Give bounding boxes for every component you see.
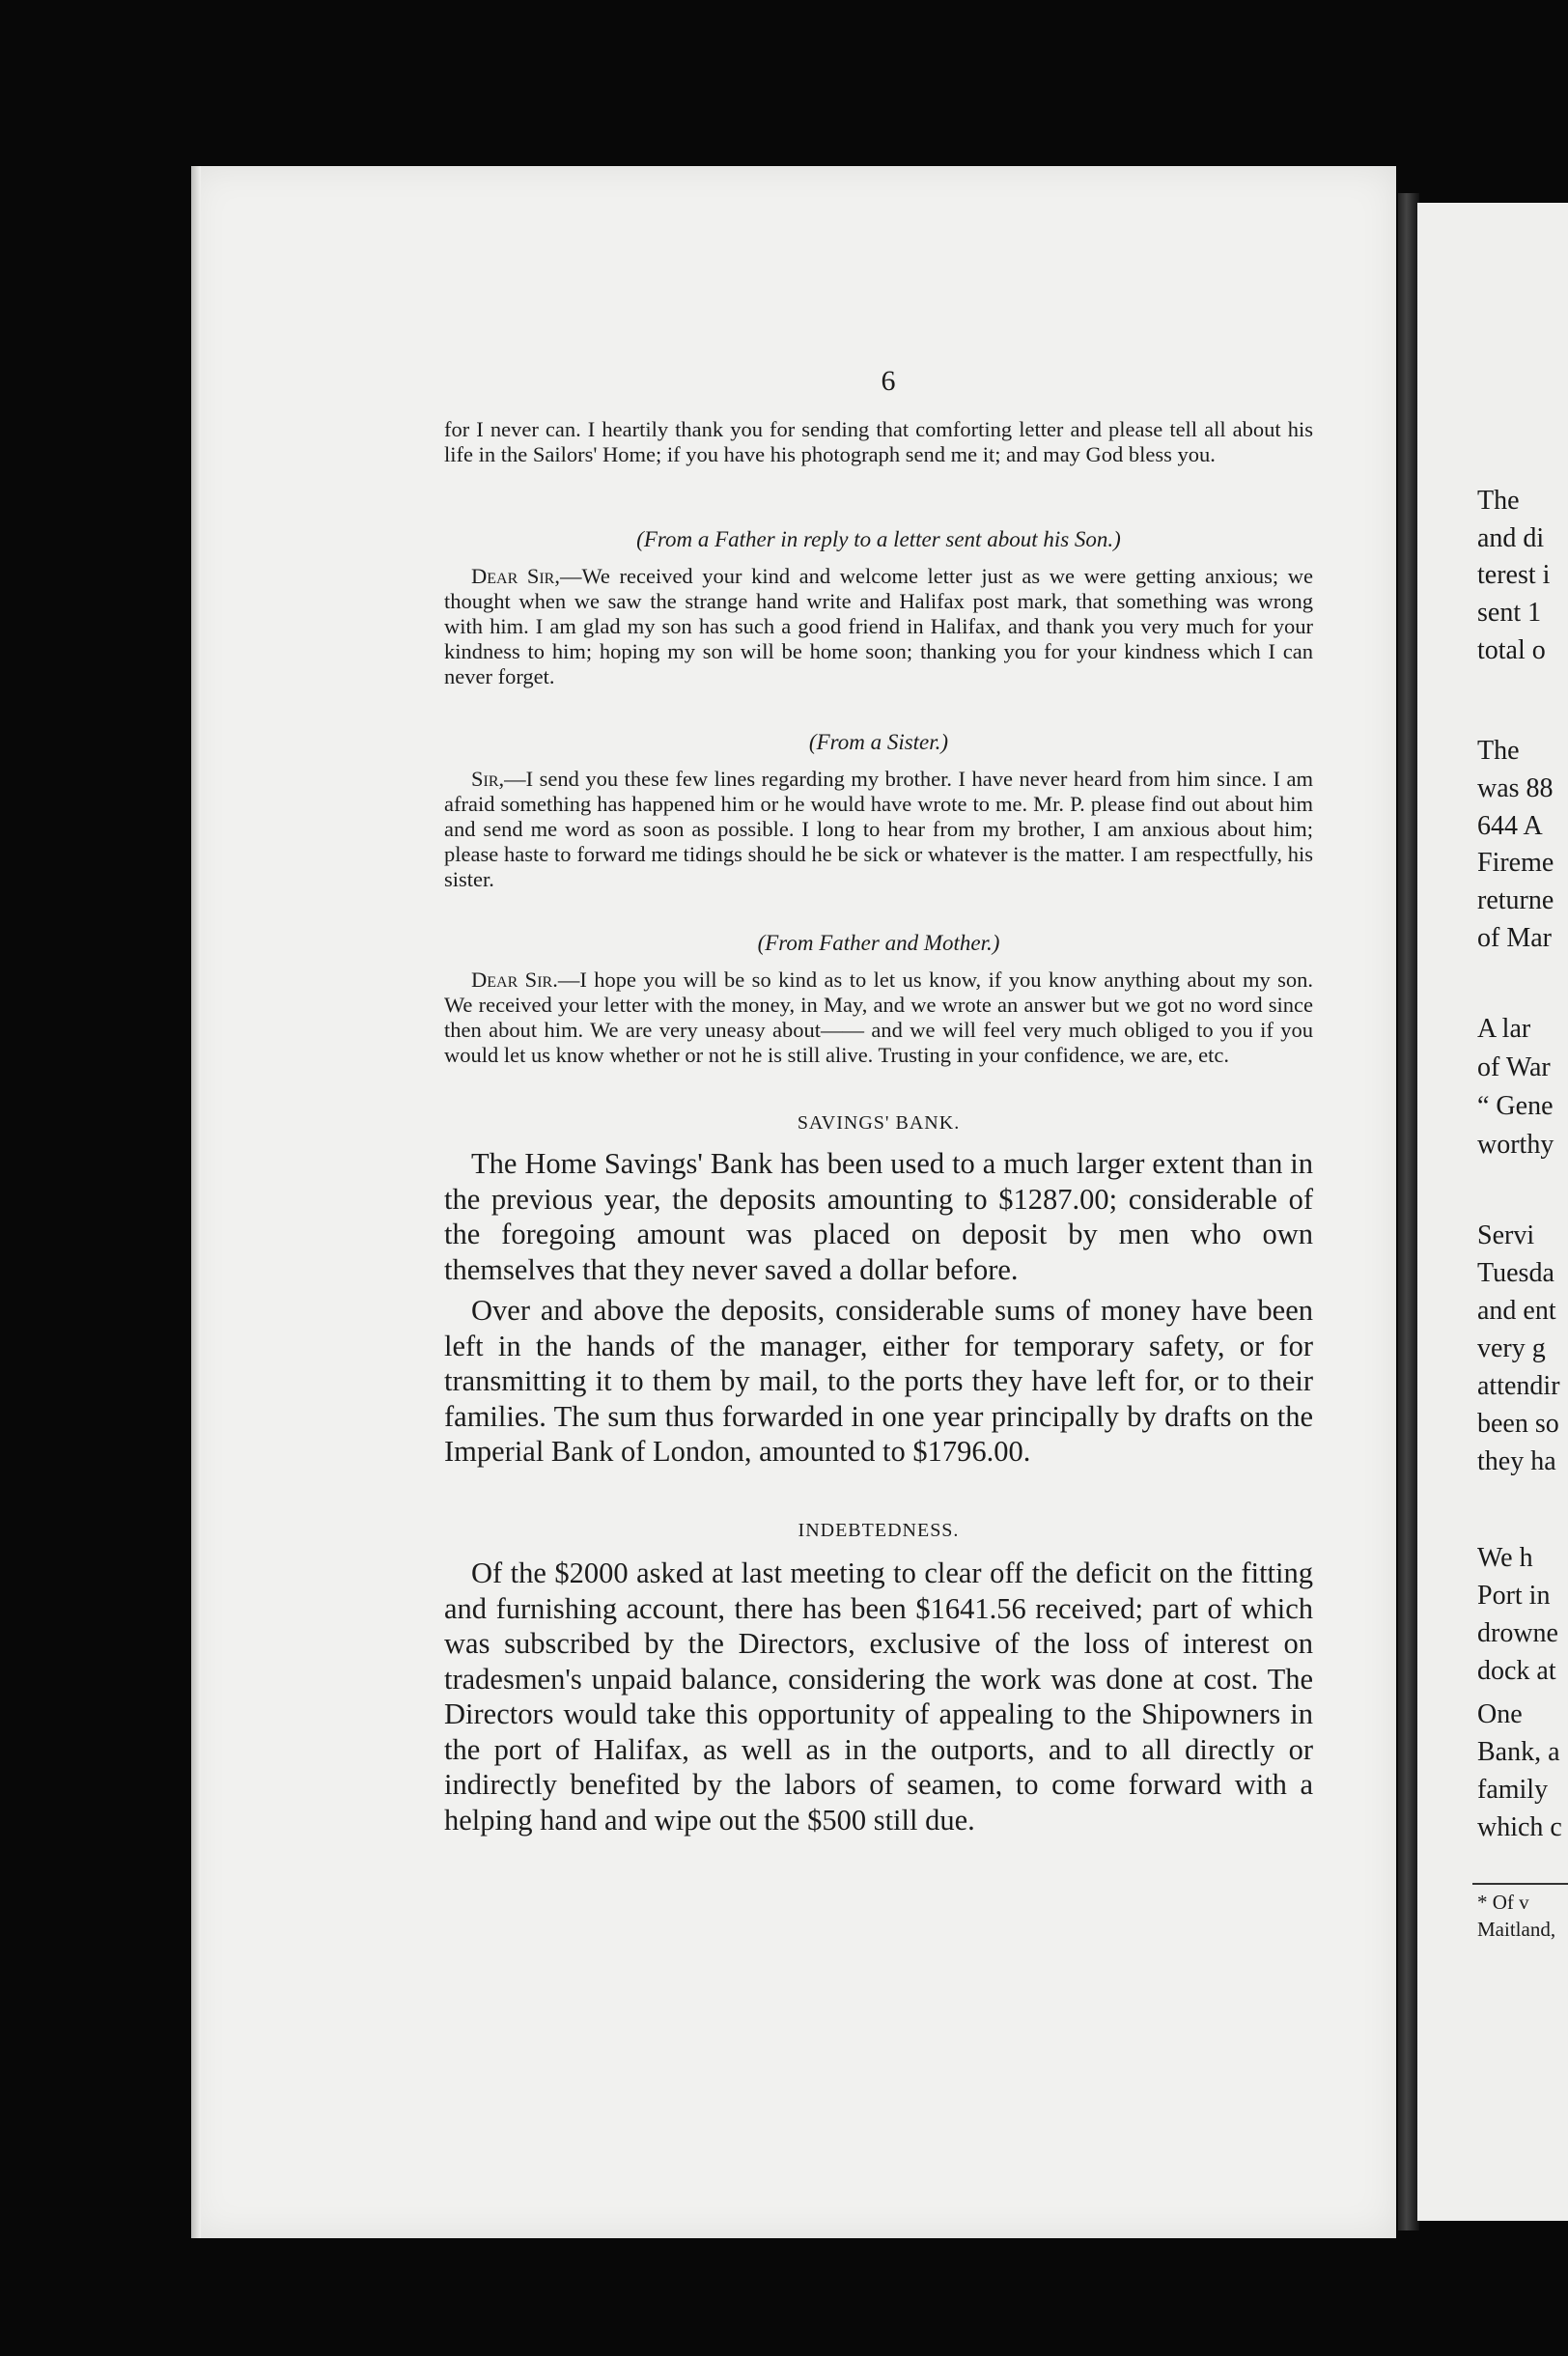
page-number: 6 [881, 365, 896, 397]
letter-text: —I hope you will be so kind as to let us know, if you know anything about my son. We received your letter with the money, in May, and we wrote an answer but we got no word since then about him. We are very uneasy about—— and we will feel very much obliged to you if you would let us know whether or not he is still alive. Trusting in your confidence, we are, etc. [444, 968, 1314, 1067]
facing-line: very g [1477, 1333, 1546, 1363]
facing-line: dock at [1477, 1656, 1556, 1686]
letter-sister [444, 730, 1313, 892]
letter-salutation: Dear Sir. [471, 968, 558, 992]
letter-parents [444, 931, 1313, 1068]
facing-line: was 88 [1477, 773, 1554, 803]
facing-line: returne [1477, 885, 1554, 915]
section-title: SAVINGS' BANK. [797, 1112, 961, 1134]
letter-salutation: Dear Sir, [471, 564, 560, 588]
facing-line: and di [1477, 523, 1545, 553]
facing-footnote: Maitland, [1477, 1918, 1556, 1941]
facing-line: been so [1477, 1409, 1559, 1439]
indebtedness-section [444, 1520, 1313, 1837]
letter-text: —I send you these few lines regarding my brother. I have never heard from him since. I am afraid something has happened him or he would have wrote to me. Mr. P. please find out about him and send me word as soon as possible. I long to hear from my brother, I am anxious about him; please haste to forward me tidings should he be sick or whatever is the matter. I am respectfully, his sister. [444, 767, 1313, 891]
facing-line: Port in [1477, 1581, 1551, 1611]
facing-line: of War [1477, 1052, 1551, 1082]
section-title: INDEBTEDNESS. [798, 1520, 960, 1541]
letter-heading: (From a Sister.) [808, 730, 949, 754]
book-fold [1398, 193, 1419, 2230]
letter-body [444, 968, 1313, 1068]
facing-line: they ha [1477, 1446, 1556, 1476]
letter-heading: (From a Father in reply to a letter sent about his Son.) [636, 527, 1121, 551]
facing-line: We h [1477, 1543, 1533, 1573]
facing-line: The [1477, 736, 1520, 766]
facing-line: sent 1 [1477, 598, 1542, 628]
letter-body [444, 564, 1313, 689]
facing-line: which c [1477, 1812, 1562, 1842]
section-paragraph: The Home Savings' Bank has been used to a much larger extent than in the previous year, the deposits amounting to $1287.00; considerable of the foregoing amount was placed on deposit by men who own themselves that they never saved a dollar before. [444, 1147, 1313, 1286]
facing-line: Bank, a [1477, 1737, 1560, 1767]
facing-line: family [1477, 1775, 1549, 1805]
savings-bank-section [444, 1112, 1313, 1470]
section-paragraph: Over and above the deposits, considerable sums of money have been left in the hands of the manager, either for temporary safety, or for transmitting it to them by mail, to the ports they have left for, or to their families. The sum thus forwarded in one year principally by drafts on the Imperial Bank of London, amounted to $1796.00. [444, 1294, 1313, 1468]
page-edge-shadow [191, 166, 201, 2238]
facing-line: Tuesda [1477, 1258, 1554, 1288]
letter-father [444, 527, 1313, 689]
letter-body [444, 767, 1313, 892]
letter-continuation: for I never can. I heartily thank you for sending that comforting letter and please tell all about his life in the Sailors' Home; if you have his photograph send me it; and may God bless you. [444, 417, 1313, 466]
facing-line: drowne [1477, 1618, 1558, 1648]
facing-line: attendir [1477, 1371, 1560, 1401]
facing-line: terest i [1477, 560, 1551, 590]
letter-salutation: Sir, [471, 767, 505, 791]
facing-line: of Mar [1477, 923, 1552, 953]
section-paragraph: Of the $2000 asked at last meeting to clear off the deficit on the fitting and furnishing account, there has been $1641.56 received; part of which was subscribed by the Directors, exclusive of the loss of interest on tradesmen's unpaid balance, considering the work was done at cost. The Directors would take this opportunity of appealing to the Shipowners in the port of Halifax, as well as in the outports, and to all directly or indirectly benefited by the labors of seamen, to come forward with a helping hand and wipe out the $500 still due. [444, 1557, 1313, 1837]
letter-heading: (From Father and Mother.) [757, 931, 1000, 955]
facing-line: 644 A [1477, 811, 1543, 841]
facing-line: “ Gene [1477, 1091, 1554, 1121]
facing-line: worthy [1477, 1130, 1554, 1160]
facing-footnote: * Of v [1477, 1891, 1529, 1914]
facing-line: One [1477, 1699, 1523, 1729]
facing-line: Fireme [1477, 848, 1554, 878]
facing-line: A lar [1477, 1014, 1531, 1044]
facing-line: Servi [1477, 1220, 1535, 1250]
footnote-rule [1472, 1883, 1568, 1885]
facing-line: and ent [1477, 1296, 1556, 1326]
continuation-text [444, 417, 1313, 467]
facing-line: The [1477, 486, 1520, 516]
facing-line: total o [1477, 635, 1546, 665]
letter-text: —We received your kind and welcome letter just as we were getting anxious; we thought when we saw the strange hand write and Halifax post mark, that something was wrong with him. I am glad my son has such a good friend in Halifax, and thank you very much for your kindness to him; hoping my son will be home soon; thanking you for your kindness which I can never forget. [444, 564, 1314, 688]
